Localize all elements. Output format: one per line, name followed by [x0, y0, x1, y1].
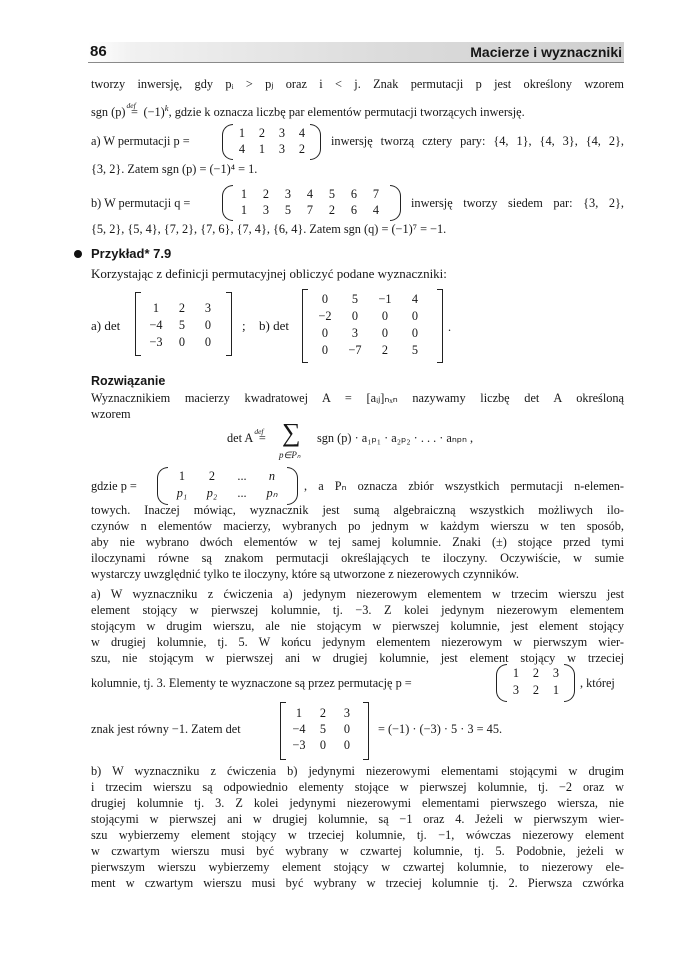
matrix-cell: 0	[381, 326, 389, 340]
right-bracket	[437, 289, 443, 363]
value-matrix	[280, 702, 370, 760]
perm-cell: 1	[512, 666, 520, 680]
right-paren	[287, 467, 298, 505]
paragraph-3-line: pierwszym wierszu wybierzemy element stojący w czwartej kolumnie, to niezerowy ele-	[91, 860, 624, 874]
perm-cell: 7	[372, 187, 380, 201]
perm-cell: 2	[298, 142, 306, 156]
matrix-cell: 1	[295, 706, 303, 720]
matrix-cell: 5	[351, 292, 359, 306]
sgn-expression: sgn (p)	[91, 105, 126, 119]
matrix-cell: −4	[292, 722, 306, 736]
paragraph-3-line: b) W wyznaczniku z ćwiczenia b) jedynymi niezerowymi elementami stojącymi w drugim	[91, 764, 624, 778]
paragraph-2-line: szu, nie stojącym w pierwszej ani w drugiej kolumnie, jest element stojący w trzeciej	[91, 651, 624, 665]
where-text: , a Pₙ oznacza zbiór wszystkich permutacji n-elemen-	[304, 479, 624, 493]
right-paren	[390, 185, 401, 221]
matrix-cell: 4	[411, 292, 419, 306]
matrix-cell: 0	[411, 309, 419, 323]
definition-line-2: wzorem	[91, 407, 131, 421]
perm-cell: 1	[552, 683, 560, 697]
power-base: (−1)	[143, 105, 165, 119]
paragraph-1-line: iloczynami równe są znakom permutacji określających te iloczyny. Oczywiście, w sumie	[91, 551, 624, 565]
example-title: Przykład* 7.9	[91, 246, 172, 261]
paragraph-3-line: drugiej kolumnie tj. 3. Z kolei jedynymi niezerowymi elementami pierwszego wiersza, nie	[91, 796, 624, 810]
perm-cell: 2	[262, 187, 270, 201]
formula-body: sgn (p) · a₁ₚ₁ · a₂ₚ₂ · . . . · aₙₚₙ ,	[317, 431, 474, 445]
part-a-line-2: {3, 2}. Zatem sgn (p) = (−1)⁴ = 1.	[91, 162, 258, 176]
matrix-cell: −2	[318, 309, 332, 323]
paragraph-3-line: w czwartym wierszu musi być wybrany w czwartej kolumnie, tj. 5. Podobnie, jeżeli w	[91, 844, 624, 858]
paragraph-3-line: stojącymi w pierwszej ani w drugiej kolumnie, są −1 oraz 4. Jeżeli w pierwszym wier-	[91, 812, 624, 826]
paragraph-3-line: szu wybierzemy element stojący w trzeciej kolumnie, tj. −1, wówczas niezerowy element	[91, 828, 624, 842]
perm-cell: 1	[258, 142, 266, 156]
solution-title: Rozwiązanie	[91, 374, 166, 388]
matrix-cell: 0	[321, 326, 329, 340]
sigma-subscript: p∈Pₙ	[279, 450, 301, 460]
matrix-cell: 3	[343, 706, 351, 720]
value-text: znak jest równy −1. Zatem det	[91, 722, 241, 736]
matrix-cell: 0	[319, 738, 327, 752]
paragraph-2-line: element stojący w pierwszej kolumnie, tj. −3. Z kolei jedynym niezerowym elementem	[91, 603, 624, 617]
part-b-permutation	[222, 185, 402, 221]
which-text: , której	[580, 676, 615, 690]
chapter-title: Macierze i wyznaczniki	[470, 44, 622, 60]
intro-line-2-rest: , gdzie k oznacza liczbę par elementów permutacji tworzących inwersję.	[168, 105, 525, 119]
matrix-b	[302, 289, 444, 363]
right-bracket	[363, 702, 369, 760]
def-mark: def	[254, 427, 264, 436]
def-equals: def =	[126, 105, 144, 120]
power-exponent: k	[164, 103, 169, 113]
matrix-cell: 1	[152, 301, 160, 315]
perm-cell: 4	[238, 142, 246, 156]
perm-cell: pₙ	[266, 486, 278, 500]
perm-cell: p₁	[176, 486, 188, 500]
perm-cell: p₂	[206, 486, 218, 500]
perm-cell: 2	[258, 126, 266, 140]
part-a-permutation	[222, 124, 322, 160]
part-a-label: a) W permutacji p =	[91, 134, 190, 148]
matrix-cell: −3	[149, 335, 163, 349]
perm-cell: 4	[306, 187, 314, 201]
value-result: = (−1) · (−3) · 5 · 3 = 45.	[378, 722, 503, 736]
perm-cell: 1	[238, 126, 246, 140]
matrix-cell: 0	[343, 722, 351, 736]
example-prompt: Korzystając z definicji permutacyjnej obliczyć podane wyznaczniki:	[91, 266, 447, 281]
left-bracket	[302, 289, 308, 363]
def-mark: def	[126, 101, 136, 110]
paragraph-3-line: i trzecim wierszu są odpowiednio elementy stojące w pierwszej kolumnie, tj. −2 oraz w	[91, 780, 624, 794]
formula-det	[227, 427, 271, 446]
matrix-cell: 0	[321, 343, 329, 357]
intro-line-1: tworzy inwersję, gdy pᵢ > pⱼ oraz i < j. Znak permutacji p jest określony wzorem	[91, 77, 624, 91]
left-paren	[222, 185, 233, 221]
perm-cell: 3	[278, 126, 286, 140]
matrix-cell: −4	[149, 318, 163, 332]
result-permutation	[496, 664, 576, 702]
perm-cell: 4	[298, 126, 306, 140]
perm-cell: 2	[532, 683, 540, 697]
running-header	[88, 42, 624, 63]
part-b-line-2: {5, 2}, {5, 4}, {7, 2}, {7, 6}, {7, 4}, {6, 4}. Zatem sgn (q) = (−1)⁷ = −1.	[91, 222, 447, 236]
matrix-a	[135, 292, 233, 356]
end-dot: .	[448, 320, 452, 334]
perm-cell: ...	[237, 469, 247, 483]
perm-cell: 1	[240, 187, 248, 201]
perm-cell: 3	[284, 187, 292, 201]
page-number: 86	[90, 43, 107, 60]
perm-cell: 7	[306, 203, 314, 217]
part-a-text: inwersję tworzą cztery pary: {4, 1}, {4, 3}, {4, 2},	[331, 134, 624, 148]
perm-cell: 1	[240, 203, 248, 217]
perm-cell: 2	[328, 203, 336, 217]
right-bracket	[226, 292, 232, 356]
perm-cell: 6	[350, 203, 358, 217]
perm-cell: 2	[208, 469, 216, 483]
matrix-cell: 5	[411, 343, 419, 357]
paragraph-2-line: stojącym w drugim wierszu, ale nie stojącym w pierwszej kolumnie, jest element stojący	[91, 619, 624, 633]
matrix-cell: 0	[204, 335, 212, 349]
perm-cell: 4	[372, 203, 380, 217]
matrix-cell: −1	[378, 292, 392, 306]
perm-cell: 5	[284, 203, 292, 217]
paragraph-1-line: czynów n elementów macierzy, wybranych po jednym w każdym wierszu w ten sposób,	[91, 519, 624, 533]
perm-cell: n	[268, 469, 276, 483]
matrix-cell: 0	[411, 326, 419, 340]
left-bracket	[135, 292, 141, 356]
matrix-cell: 2	[178, 301, 186, 315]
matrix-cell: 5	[319, 722, 327, 736]
perm-cell: 2	[532, 666, 540, 680]
bullet-icon	[74, 250, 82, 258]
part-b-text: inwersję tworzy siedem par: {3, 2},	[411, 196, 624, 210]
paragraph-2-line: a) W wyznaczniku z ćwiczenia a) jedynym niezerowym elementem w trzecim wierszu jest	[91, 587, 624, 601]
matrix-cell: 2	[319, 706, 327, 720]
paragraph-1-line: aby nie wybrano dwóch elementów w tej samej kolumnie. Znaki (±) stojące przed tymi	[91, 535, 624, 549]
perm-cell: 6	[350, 187, 358, 201]
det-b-label: b) det	[259, 318, 289, 333]
intro-line-2	[91, 101, 624, 120]
sigma-symbol: ∑	[282, 418, 301, 447]
paragraph-1-line: towych. Inaczej mówiąc, wyznacznik jest sumą algebraiczną wszystkich możliwych ilo-	[91, 503, 624, 517]
part-b-label: b) W permutacji q =	[91, 196, 191, 210]
matrix-cell: 0	[381, 309, 389, 323]
where-label: gdzie p =	[91, 479, 137, 493]
paragraph-1-line: wystarczy uwzględnić tylko te iloczyny, które są utworzone z niezerowych czynników.	[91, 567, 519, 581]
matrix-cell: 0	[343, 738, 351, 752]
left-bracket	[280, 702, 286, 760]
separator: ;	[242, 318, 246, 333]
det-a-label: a) det	[91, 318, 121, 333]
perm-cell: 3	[512, 683, 520, 697]
matrix-cell: −3	[292, 738, 306, 752]
matrix-cell: −7	[348, 343, 362, 357]
matrix-cell: 0	[321, 292, 329, 306]
matrix-cell: 3	[204, 301, 212, 315]
matrix-cell: 3	[351, 326, 359, 340]
matrix-cell: 2	[381, 343, 389, 357]
perm-cell: 3	[278, 142, 286, 156]
perm-cell: 3	[262, 203, 270, 217]
matrix-cell: 5	[178, 318, 186, 332]
perm-cell: 5	[328, 187, 336, 201]
perm-cell: 3	[552, 666, 560, 680]
perm-cell: ...	[237, 486, 247, 500]
paragraph-2-line: w drugiej kolumnie, tj. 5. W końcu jedynym elementem niezerowym w pierwszym wier-	[91, 635, 624, 649]
def-equals: def =	[253, 431, 271, 446]
perm-cell: 1	[178, 469, 186, 483]
paragraph-3-line: ment w czwartym wierszu musi być wybrany w trzeciej kolumnie tj. 2. Pierwsza czwórka	[91, 876, 624, 890]
matrix-cell: 0	[204, 318, 212, 332]
matrix-cell: 0	[178, 335, 186, 349]
matrix-cell: 0	[351, 309, 359, 323]
formula-lhs: det A	[227, 431, 254, 445]
paragraph-2-last-line: kolumnie, tj. 3. Elementy te wyznaczone są przez permutację p =	[91, 676, 412, 690]
definition-line-1: Wyznacznikiem macierzy kwadratowej A = [aᵢⱼ]ₙₓₙ nazywamy liczbę det A określoną	[91, 391, 624, 405]
general-permutation	[157, 467, 299, 505]
